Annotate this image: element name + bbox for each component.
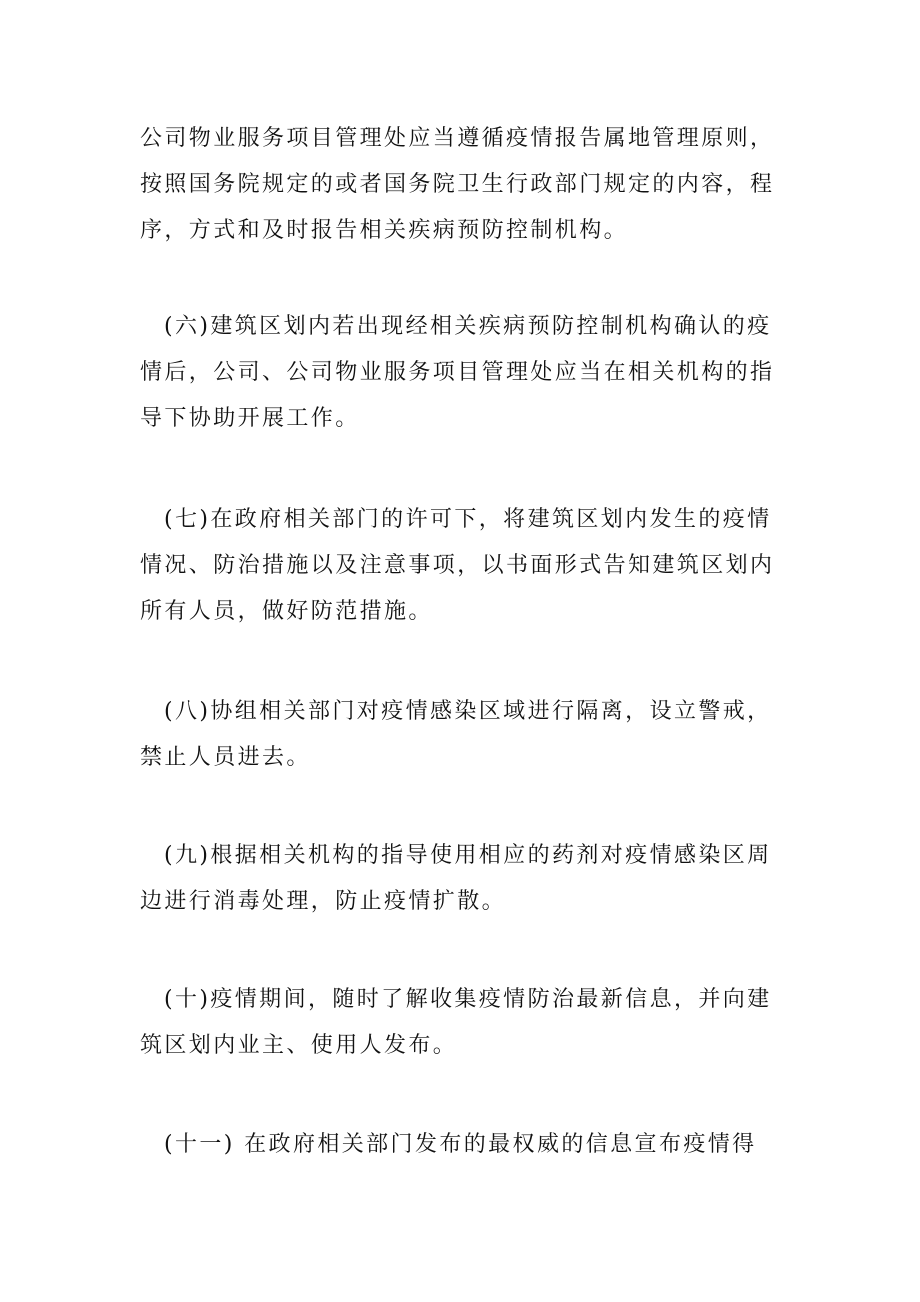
text-line: (七)在政府相关部门的许可下，将建筑区划内发生的疫情	[164, 507, 772, 532]
text-line: 按照国务院规定的或者国务院卫生行政部门规定的内容，程	[140, 172, 775, 197]
text-line: 情况、防治措施以及注意事项，以书面形式告知建筑区划内	[140, 553, 775, 578]
text-line: 导下协助开展工作。	[140, 406, 360, 431]
paragraph-item-7	[140, 497, 800, 635]
text-line: 筑区划内业主、使用人发布。	[140, 1033, 458, 1058]
text-line: 所有人员，做好防范措施。	[140, 599, 433, 624]
paragraph-item-8	[140, 689, 800, 781]
text-line: 公司物业服务项目管理处应当遵循疫情报告属地管理原则，	[140, 126, 775, 151]
paragraph-item-6	[140, 304, 800, 442]
text-line: 序，方式和及时报告相关疾病预防控制机构。	[140, 218, 629, 243]
text-line: (八)协组相关部门对疫情感染区域进行隔离，设立警戒，	[164, 699, 772, 724]
text-line: (十)疫情期间，随时了解收集疫情防治最新信息，并向建	[164, 987, 772, 1012]
paragraph-reporting-principle	[140, 116, 800, 254]
text-line: (十一) 在政府相关部门发布的最权威的信息宣布疫情得	[164, 1132, 757, 1157]
text-line: 边进行消毒处理，防止疫情扩散。	[140, 889, 507, 914]
text-line: 禁止人员进去。	[140, 745, 311, 770]
text-line: (六)建筑区划内若出现经相关疾病预防控制机构确认的疫	[164, 314, 772, 339]
paragraph-item-11	[140, 1122, 800, 1168]
text-line: (九)根据相关机构的指导使用相应的药剂对疫情感染区周	[164, 843, 772, 868]
text-line: 情后，公司、公司物业服务项目管理处应当在相关机构的指	[140, 360, 775, 385]
paragraph-item-9	[140, 833, 800, 925]
paragraph-item-10	[140, 977, 800, 1069]
